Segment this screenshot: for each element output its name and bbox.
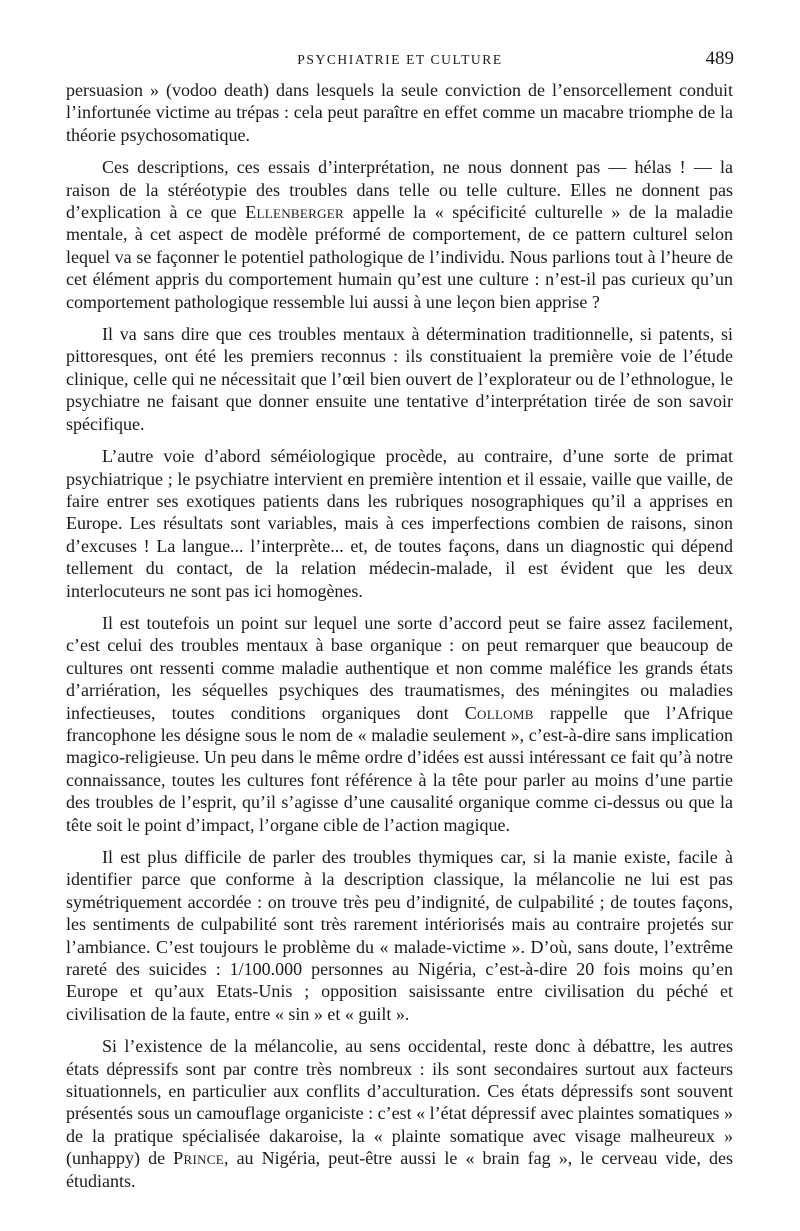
text-segment: Il va sans dire que ces troubles mentaux à détermination traditionnelle, si patents, si pittoresques, ont été les premiers reconnus : ils constituaient la première voie de l’étude clinique, celle qui ne nécessitait que l’œil bien ouvert de l’explorateur ou de l’ethnologue, le psychiatre ne faisant que donner ensuite une tentative d’interprétation tirée de son savoir spécifique. (66, 324, 733, 434)
page-header (66, 48, 734, 72)
author-name: Ellenberger (245, 202, 345, 223)
text-segment: Il est plus difficile de parler des troubles thymiques car, si la manie existe, facile à identifier parce que conforme à la description classique, la mélancolie ne lui est pas symétriquement accordée : on trouve très peu d’indignité, de culpabilité ; de toutes façons, les sentiments de culpabilité sont très rarement intériorisés mais au contraire projetés sur l’ambiance. C’est toujours le problème du « malade-victime ». D’où, sans doute, l’extrême rareté des suicides : 1/100.000 personnes au Nigéria, c’est-à-dire 20 fois moins qu’en Europe et qu’aux Etats-Unis ; opposition saisissante entre civilisation du péché et civilisation de la faute, entre « sin » et « guilt ». (66, 847, 733, 1024)
text-segment: L’autre voie d’abord séméiologique procède, au contraire, d’une sorte de primat psychiatrique ; le psychiatre intervient en première intention et il essaie, vaille que vaille, de faire entrer ses exotiques patients dans les rubriques nosographiques qu’il a apprises en Europe. Les résultats sont variables, mais à ces imperfections combien de raisons, sinon d’excuses ! La langue... l’interprète... et, de toutes façons, dans un diagnostic qui dépend tellement du contact, de la relation médecin-malade, il est évident que les deux interlocuteurs ne sont pas ici homogènes. (66, 446, 733, 601)
running-title: PSYCHIATRIE ET CULTURE (297, 52, 503, 67)
paragraph-3 (66, 323, 733, 435)
text-segment: rappelle que l’Afrique francophone les désigne sous le nom de « maladie seulement », c’est-à-dire sans implication magico-religieuse. Un peu dans le même ordre d’idées est aussi intéressant ce fait qu’à notre connaissance, toutes les cultures font référence à la tête pour parler au moins d’une partie des troubles de l’esprit, qu’il s’agisse d’une causalité organique comme ci-dessus ou que la tête soit le point d’impact, l’organe cible de l’action magique. (66, 702, 733, 835)
text-segment: Si l’existence de la mélancolie, au sens occidental, reste donc à débattre, les autres états dépressifs sont par contre très nombreux : ils sont secondaires surtout aux facteurs situationnels, en particulier aux conflits d’acculturation. Ces états dépressifs sont souvent présentés sous un camouflage organiciste : c’est « l’état dépressif avec plaintes somatiques » de la pratique spécialisée dakaroise, la « plainte somatique avec visage malheureux » (unhappy) de (66, 1036, 733, 1169)
text-segment: appelle la « spécificité culturelle » de la maladie mentale, à cet aspect de modèle préformé de comportement, de ce pattern culturel selon lequel va se façonner le potentiel pathologique de l’individu. Nous parlions tout à l’heure de cet élément appris du comportement humain qu’est une culture : n’est-il pas curieux qu’un comportement pathologique ressemble lui aussi à une leçon bien apprise ? (66, 202, 733, 312)
paragraph-1 (66, 79, 733, 146)
body-text (66, 79, 733, 1202)
paragraph-2 (66, 156, 733, 313)
text-segment: Il est toutefois un point sur lequel une sorte d’accord peut se faire assez facilement, c’est celui des troubles mentaux à base organique : on peut remarquer que beaucoup de cultures ont ressenti comme maladie authentique et non comme maléfice les grands états d’arriération, les séquelles psychiques des traumatismes, des méningites ou maladies infectieuses, toutes conditions organiques dont (66, 612, 733, 723)
paragraph-6 (66, 846, 733, 1025)
paragraph-7 (66, 1035, 733, 1192)
author-name: Collomb (464, 702, 534, 723)
text-segment: Ces descriptions, ces essais d’interprétation, ne nous donnent pas — hélas ! — la raison de la stéréotypie des troubles dans telle ou telle culture. Elles ne donnent pas d’explication à ce que (66, 157, 733, 223)
page-number: 489 (705, 48, 734, 69)
text-segment: persuasion » (vodoo death) dans lesquels la seule conviction de l’ensorcellement conduit l’infortunée victime au trépas : cela peut paraître en effet comme un macabre triomphe de la théorie psychosomatique. (66, 80, 733, 145)
paragraph-4 (66, 445, 733, 602)
paragraph-5 (66, 612, 733, 836)
author-name: Prince (173, 1148, 224, 1169)
text-segment: , au Nigéria, peut-être aussi le « brain fag », le cerveau vide, des étudiants. (66, 1148, 733, 1191)
